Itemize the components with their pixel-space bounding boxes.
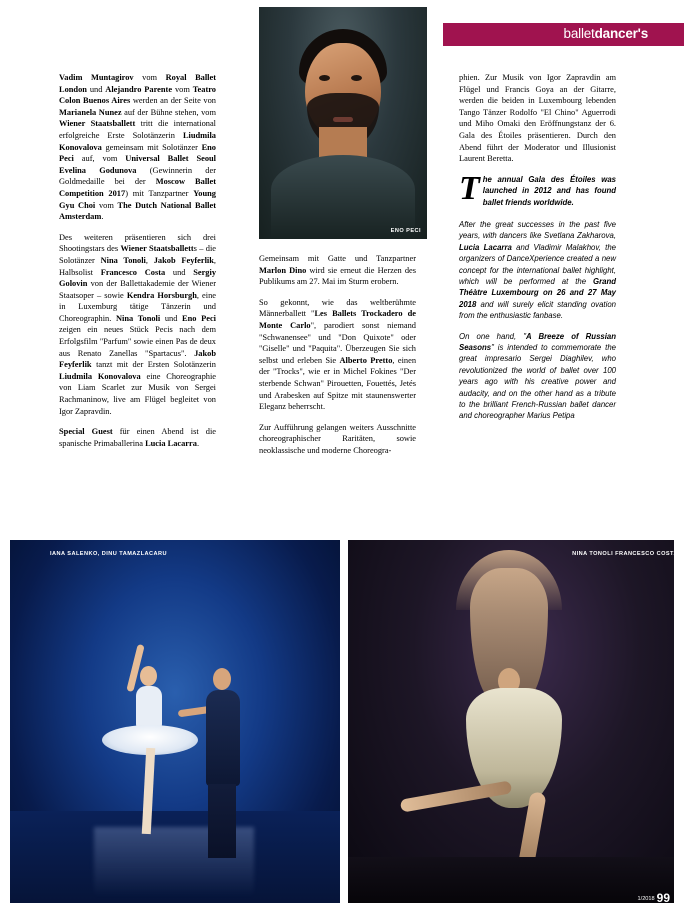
photo-tonoli-costa — [348, 540, 674, 903]
left-photo-caption: IANA SALENKO, DINU TAMAZLACARU — [50, 551, 167, 557]
portrait-eye-left — [319, 75, 330, 81]
column-one-paragraph-1: Vadim Muntagirov vom Royal Ballet London und Alejandro Parente vom Teatro Colon Buenos Aires werden an der Seite von Marianela Nunez auf der Bühne stehen, vom Wiener Staatsballett tritt die international erfolgreiche Erste Solotänzerin Liudmila Konovalova gemeinsam mit Solotänzer Eno Peci auf, vom Universal Ballet Seoul Evelina Godunova (Gewinnerin der Goldmedaille bei der Moscow Ballet Competition 2017) mit Tanzpartner Young Gyu Choi vom The Dutch National Ballet Amsterdam. — [59, 73, 217, 222]
portrait-body — [271, 155, 415, 239]
masthead-title-light: ballet — [563, 26, 595, 41]
photo-salenko-tamazlacaru — [10, 540, 340, 903]
right-photo-caption: NINA TONOLI FRANCESCO COSTA — [572, 551, 678, 557]
dark-stage-floor — [348, 857, 674, 903]
column-three-paragraph-2: After the great successes in the past five years, with dancers like Svetlana Zakharova, Lucia Lacarra and Vladimir Malakhov, the organizers of DanceXperience created a new concept for the international ballet highlight, which will be performed at the Grand Théàtre Luxembourg on 26 and 27 May 2018 and will surely elicit standing ovation from the enthusiastic fanbase. — [459, 219, 616, 321]
column-three-lead-text: he annual Gala des Étoiles was launched in 2012 and has found ballet friends worldwide. — [482, 174, 616, 207]
portrait-eye-right — [351, 75, 362, 81]
article-column-two — [259, 253, 416, 466]
masthead-title — [564, 26, 648, 41]
folio-number: 99 — [656, 891, 670, 905]
column-two-paragraph-1: Gemeinsam mit Gatte und Tanzpartner Marlon Dino wird sie erneut die Herzen des Publikums am 27. Mai im Sturm erobern. — [259, 254, 416, 287]
ballerina-bodice — [136, 686, 162, 730]
column-three-paragraph-3: On one hand, "A Breeze of Russian Seasons" is intended to commemorate the great impresario Sergei Diaghilev, who revolutionized the world of ballet over 100 years ago with his creative power and audacity, and on the other hand as a tribute to the brilliant French-Russian ballet dancer and choreographer Marius Petipa — [459, 331, 617, 421]
portrait-caption: ENO PECI — [390, 228, 421, 234]
article-column-three — [459, 72, 616, 431]
column-two-paragraph-2: So gekonnt, wie das weltberühmte Männerballett "Les Ballets Trockadero de Monte Carlo", parodiert sonst niemand "Schwanensee" und "Don Quixote" oder "Giselle" und "Paquita". Überzeugen Sie sich selbst und erleben Sie Alberto Pretto, einen der "Trocks", wie er in Michel Fokines "Der sterbende Schwan" Pirouetten, Fouettés, Jetés und Arabesken auf Spitze mit staunenswerter Eleganz beherrscht. — [259, 297, 417, 412]
article-column-one — [59, 72, 216, 458]
male-dancer-torso — [206, 690, 240, 786]
male-dancer-head — [213, 668, 231, 690]
column-three-lead-block — [459, 169, 616, 208]
masthead-title-bold: dancer's — [594, 26, 648, 41]
male-dancer-legs — [208, 784, 236, 858]
column-two-paragraph-3: Zur Aufführung gelangen weiters Ausschnitte choreographischer Raritäten, sowie neoklassische und moderne Choreogra- — [259, 422, 416, 455]
ballerina-head — [140, 666, 157, 686]
column-three-paragraph-1: phien. Zur Musik von Igor Zapravdin am Flügel und Francis Goya an der Gitarre, werden die beiden in Luxembourg lebenden Tango Tänzer Rodolfo "El Chino" Aguerrodi und Miho Omaki den Eröffnungstanz der 6. Gala des Étoiles präsentieren. Durch den Abend führt der Moderator und Illusionist Laurent Beretta. — [459, 73, 616, 164]
portrait-photo-eno-peci — [259, 7, 427, 239]
column-one-paragraph-2: Des weiteren präsentieren sich drei Shootingstars des Wiener Staatsballetts – die Solotänzer Nina Tonoli, Jakob Feyferlik, Halbsolist Francesco Costa und Sergiy Golovin von der Ballettakademie der Wiener Staatsoper – sowie Kendra Horsburgh, eine in Luxemburg tätige Tänzerin und Choreographin. Nina Tonoli und Eno Peci zeigen ein neues Stück Pecis nach dem Erfolgsfilm "Parfum" sowie einen Pas de deux aus Renato Zanellas "Spartacus". Jakob Feyferlik tanzt mit der Ersten Solotänzerin Liudmila Konovalova eine Choreographie von Liam Scarlet zur Musik von Sergei Rachmaninow, live am Flügel begleitet von Igor Zapravdin. — [59, 232, 217, 416]
page-number — [638, 891, 670, 905]
drop-cap: T — [459, 169, 480, 207]
issue-number: 1/2018 — [637, 896, 655, 902]
portrait-mouth — [333, 117, 353, 122]
column-one-paragraph-3: Special Guest für einen Abend ist die spanische Primaballerina Lucia Lacarra. — [59, 427, 216, 448]
